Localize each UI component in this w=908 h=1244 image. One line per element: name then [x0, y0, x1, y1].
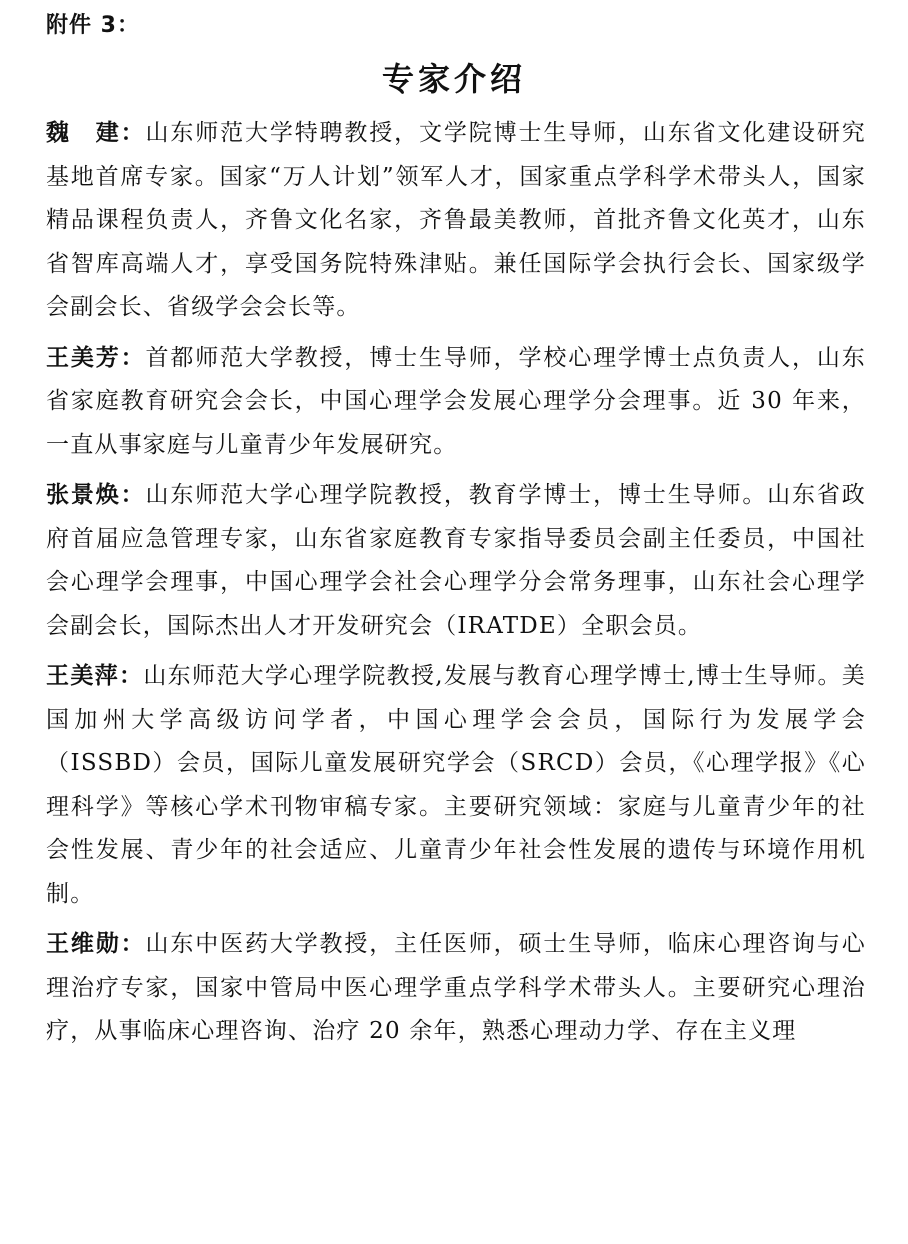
expert-name: 魏 建：	[46, 120, 146, 146]
expert-bio: 山东师范大学心理学院教授,发展与教育心理学博士,博士生导师。美国加州大学高级访问学者，中国心理学会会员，国际行为发展学会（ISSBD）会员，国际儿童发展研究学会（SRCD）会员，《心理学报》《心理科学》等核心学术刊物审稿专家。主要研究领域：家庭与儿童青少年的社会性发展、青少年的社会适应、儿童青少年社会性发展的遗传与环境作用机制。	[46, 663, 866, 907]
expert-list	[46, 112, 866, 1061]
attachment-label: 附件 3：	[46, 13, 140, 38]
expert-name: 张景焕：	[46, 482, 146, 508]
expert-name: 王美芳：	[46, 344, 146, 371]
page-title: 专家介绍	[381, 60, 526, 98]
expert-entry-wei-jian	[46, 112, 866, 330]
expert-entry-wang-meifang	[46, 337, 866, 468]
expert-name: 王维勋：	[46, 931, 146, 957]
expert-name: 王美萍：	[46, 663, 144, 689]
expert-bio: 山东师范大学心理学院教授，教育学博士，博士生导师。山东省政府首届应急管理专家，山东省家庭教育专家指导委员会副主任委员，中国社会心理学会理事，中国心理学会社会心理学分会常务理事，山东社会心理学会副会长，国际杰出人才开发研究会（IRATDE）全职会员。	[46, 482, 866, 639]
expert-entry-zhang-jinghuan	[46, 474, 866, 648]
expert-bio: 首都师范大学教授，博士生导师，学校心理学博士点负责人，山东省家庭教育研究会会长，中国心理学会发展心理学分会理事。近 30 年来，一直从事家庭与儿童青少年发展研究。	[46, 344, 866, 458]
expert-entry-wang-meiping	[46, 655, 866, 916]
expert-bio: 山东中医药大学教授，主任医师，硕士生导师，临床心理咨询与心理治疗专家，国家中管局中医心理学重点学科学术带头人。主要研究心理治疗，从事临床心理咨询、治疗 20 余年，熟悉心理动力学、存在主义理	[46, 931, 866, 1044]
expert-entry-wang-weixun	[46, 923, 866, 1054]
expert-bio: 山东师范大学特聘教授，文学院博士生导师，山东省文化建设研究基地首席专家。国家“万人计划”领军人才，国家重点学科学术带头人，国家精品课程负责人，齐鲁文化名家，齐鲁最美教师，首批齐鲁文化英才，山东省智库高端人才，享受国务院特殊津贴。兼任国际学会执行会长、国家级学会副会长、省级学会会长等。	[46, 120, 866, 320]
